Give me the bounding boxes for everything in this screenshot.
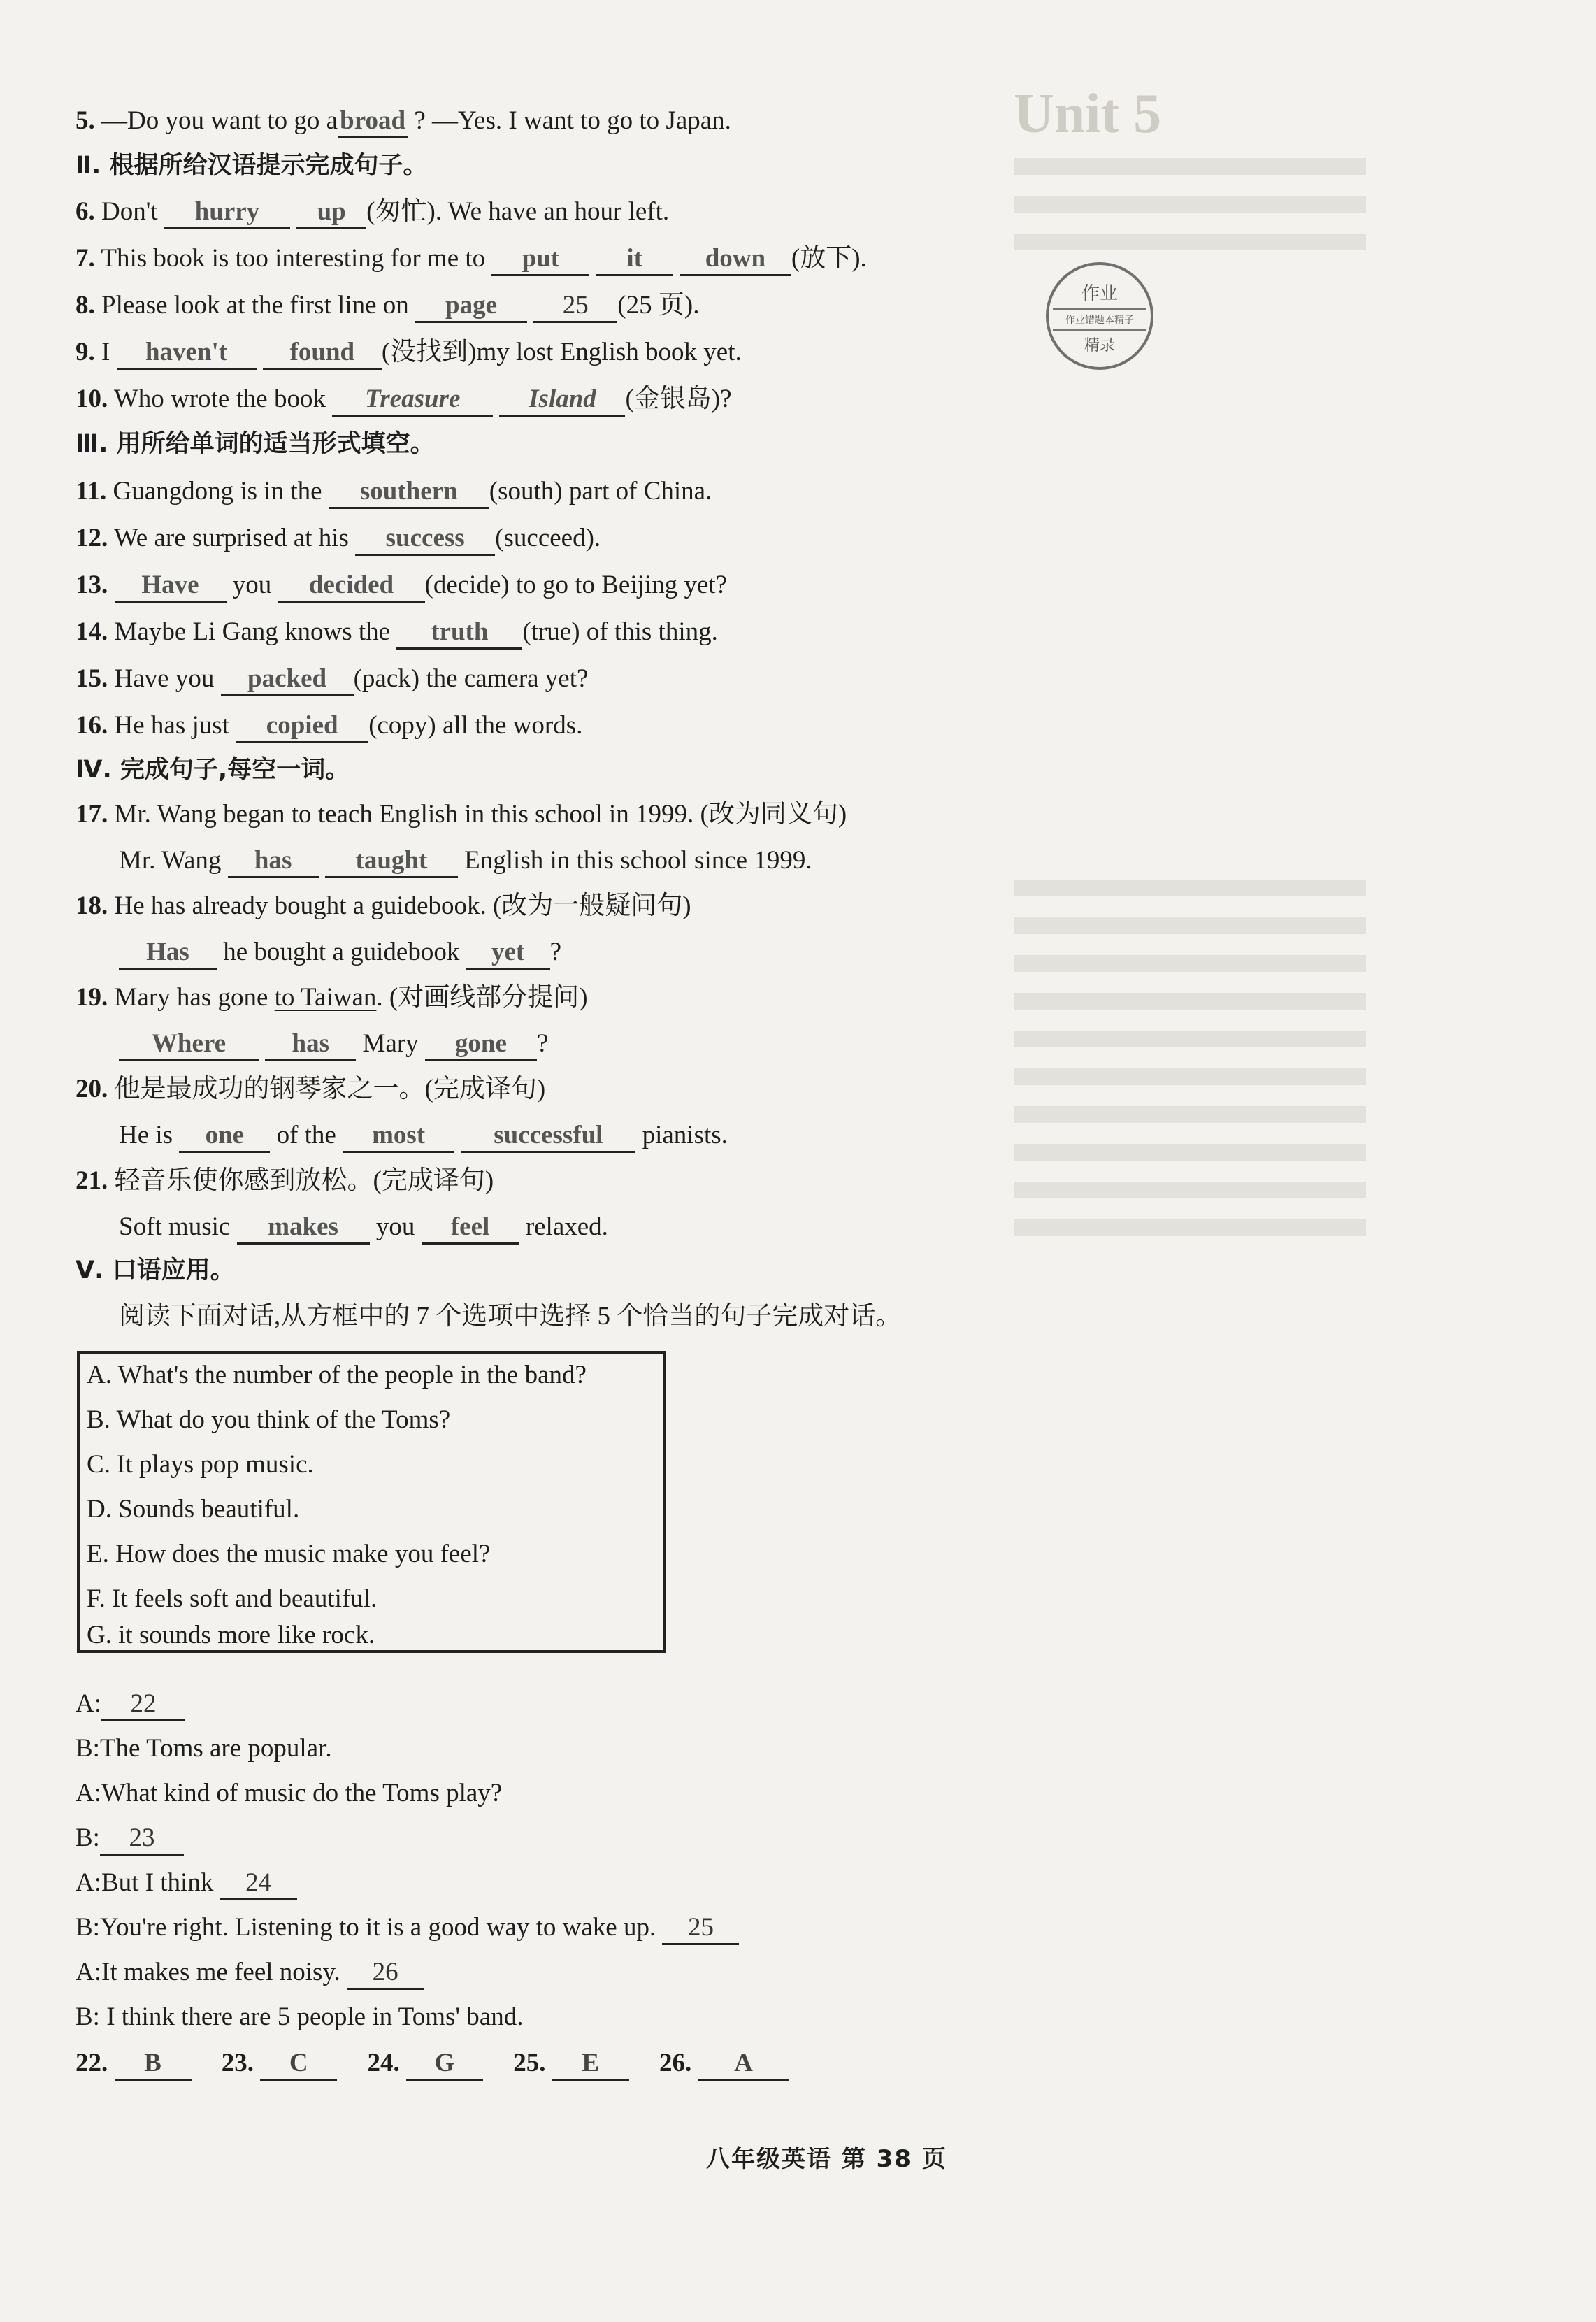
answer-blank[interactable]: up (296, 196, 366, 229)
answer-number: 26. (659, 2049, 692, 2077)
question-text: Please look at the first line on (101, 291, 409, 320)
answer-blank[interactable]: 26 (347, 1957, 424, 1990)
answer-number: 24. (367, 2049, 400, 2077)
answer-blank[interactable]: Island (499, 384, 625, 417)
dialog-text: B: (76, 1823, 100, 1852)
dialog-text: A:But I think (76, 1868, 214, 1897)
option-e: E. How does the music make you feel? (87, 1540, 491, 1568)
answer-key-row (76, 2046, 789, 2081)
answer-number: 25. (513, 2049, 546, 2077)
question-number: 16. (76, 711, 108, 740)
answer-blank[interactable]: Has (119, 937, 217, 970)
question-text: He has already bought a guidebook. (改为一般疑问句) (114, 891, 691, 920)
dialog-line-4 (76, 1821, 184, 1856)
dialog-line-1 (76, 1686, 185, 1721)
question-15 (76, 661, 588, 696)
dialog-line-6 (76, 1910, 739, 1945)
answer-blank[interactable]: copied (236, 710, 368, 743)
question-text: Maybe Li Gang knows the (114, 617, 391, 646)
question-14 (76, 615, 718, 650)
option-d: D. Sounds beautiful. (87, 1495, 300, 1524)
homework-stamp (1046, 262, 1153, 370)
bleed-through-decoration: Unit 5 (1014, 91, 1517, 2160)
answer-blank[interactable]: broad (338, 106, 408, 138)
answer-blank[interactable]: 25 (533, 290, 617, 323)
question-text: He has just (114, 711, 229, 740)
answer-blank[interactable]: E (552, 2048, 629, 2081)
stamp-top-text: 作业 (1081, 283, 1118, 304)
option-f: F. It feels soft and beautiful. (87, 1584, 378, 1613)
question-text: (succeed). (495, 524, 601, 552)
option-g: G. it sounds more like rock. (87, 1621, 375, 1649)
answer-blank[interactable]: Have (115, 570, 227, 603)
section-2-heading: Ⅱ. 根据所给汉语提示完成句子。 (76, 152, 428, 180)
question-text: (匆忙). We have an hour left. (366, 197, 670, 226)
question-text: English in this school since 1999. (464, 846, 812, 875)
question-text: (true) of this thing. (522, 617, 718, 646)
option-a: A. What's the number of the people in the band? (87, 1361, 587, 1389)
question-text: Mr. Wang began to teach English in this school in 1999. (改为同义句) (114, 800, 847, 829)
question-18-answer (119, 935, 561, 970)
question-text: he bought a guidebook (223, 938, 460, 966)
question-text: (copy) all the words. (368, 711, 583, 740)
question-text: ? (536, 1029, 549, 1058)
question-text: . (对画线部分提问) (376, 983, 588, 1012)
answer-blank[interactable]: C (260, 2048, 337, 2081)
question-text: Mr. Wang (119, 846, 222, 875)
question-text: (没找到)my lost English book yet. (381, 338, 742, 366)
answer-blank[interactable]: found (263, 337, 382, 370)
question-number: 12. (76, 524, 108, 552)
question-10 (76, 382, 732, 417)
question-number: 8. (76, 291, 95, 320)
question-number: 15. (76, 664, 108, 693)
question-number: 7. (76, 244, 95, 273)
option-b: B. What do you think of the Toms? (87, 1405, 451, 1434)
answer-blank[interactable]: 24 (220, 1868, 297, 1900)
question-text: pianists. (642, 1121, 728, 1149)
option-c: C. It plays pop music. (87, 1450, 314, 1479)
question-number: 20. (76, 1075, 108, 1103)
answer-blank[interactable]: Where (119, 1029, 259, 1061)
dialog-line-2: B:The Toms are popular. (76, 1734, 332, 1763)
answer-blank[interactable]: one (179, 1120, 270, 1153)
question-text: Who wrote the book (113, 385, 326, 413)
question-number: 5. (76, 106, 95, 135)
question-12 (76, 521, 601, 556)
section-5-instructions: 阅读下面对话,从方框中的 7 个选项中选择 5 个恰当的句子完成对话。 (119, 1302, 902, 1331)
question-text: relaxed. (525, 1212, 608, 1241)
dialog-line-7 (76, 1955, 424, 1990)
answer-blank[interactable]: 22 (101, 1689, 185, 1721)
question-20-answer (119, 1118, 728, 1153)
question-16 (76, 708, 582, 743)
answer-blank[interactable]: put (491, 243, 589, 276)
answer-blank[interactable]: has (265, 1029, 356, 1061)
answer-blank[interactable]: gone (425, 1029, 537, 1061)
question-text: Have you (114, 664, 215, 693)
question-19-answer (119, 1026, 548, 1061)
answer-blank[interactable]: success (355, 523, 495, 556)
answer-blank[interactable]: down (680, 243, 791, 276)
question-number: 13. (76, 571, 108, 599)
question-text: 轻音乐使你感到放松。(完成译句) (114, 1166, 494, 1195)
question-text: —Do you want to go a (101, 106, 338, 135)
question-text: (pack) the camera yet? (353, 664, 589, 693)
question-text: Don't (101, 197, 158, 226)
answer-blank[interactable]: yet (466, 937, 550, 970)
dialog-text: A:It makes me feel noisy. (76, 1958, 340, 1986)
question-number: 6. (76, 197, 95, 226)
answer-blank[interactable]: hurry (164, 196, 290, 229)
answer-blank[interactable]: Treasure (332, 384, 493, 417)
answer-blank[interactable]: packed (221, 664, 354, 696)
underlined-phrase: to Taiwan (274, 983, 377, 1012)
answer-blank[interactable]: feel (422, 1212, 519, 1245)
question-text: He is (119, 1121, 173, 1149)
section-3-heading: Ⅲ. 用所给单词的适当形式填空。 (76, 430, 435, 458)
answer-blank[interactable]: truth (396, 617, 522, 650)
answer-blank[interactable]: A (698, 2048, 789, 2081)
question-21-answer (119, 1210, 608, 1245)
question-19-prompt (76, 980, 588, 1015)
question-number: 14. (76, 617, 108, 646)
question-text: Guangdong is in the (113, 477, 322, 506)
question-text: (放下). (791, 244, 867, 273)
question-20-prompt (76, 1072, 545, 1107)
question-text: I (101, 338, 110, 366)
question-number: 21. (76, 1166, 108, 1195)
question-number: 18. (76, 891, 108, 920)
answer-blank[interactable]: decided (278, 570, 425, 603)
question-9 (76, 335, 742, 370)
question-text: of the (276, 1121, 336, 1149)
stamp-mid-text: 作业错题本精子 (1053, 308, 1146, 331)
section-5-heading: Ⅴ. 口语应用。 (76, 1256, 235, 1284)
question-text: (decide) to go to Beijing yet? (424, 571, 728, 599)
answer-blank[interactable]: haven't (117, 337, 257, 370)
answer-number: 22. (76, 2049, 108, 2077)
question-11 (76, 474, 712, 509)
answer-blank[interactable]: has (228, 845, 319, 878)
dialog-text: B:You're right. Listening to it is a good way to wake up. (76, 1913, 656, 1942)
question-number: 19. (76, 983, 108, 1012)
question-text: Soft music (119, 1212, 231, 1241)
question-text: This book is too interesting for me to (101, 244, 486, 273)
question-text: (金银岛)? (625, 385, 732, 413)
question-5 (76, 103, 731, 138)
question-6 (76, 194, 669, 229)
question-number: 17. (76, 800, 108, 829)
question-text: you (232, 571, 272, 599)
question-13 (76, 568, 727, 603)
answer-blank[interactable]: 23 (100, 1823, 184, 1856)
question-18-prompt (76, 889, 691, 924)
page-footer: 八年级英语 第 38 页 (706, 2145, 947, 2173)
question-17-answer (119, 843, 812, 878)
answer-blank[interactable]: page (415, 290, 527, 323)
question-17-prompt (76, 797, 847, 832)
answer-blank[interactable]: B (115, 2048, 192, 2081)
question-number: 10. (76, 385, 108, 413)
answer-blank[interactable]: southern (329, 476, 489, 509)
question-8 (76, 288, 699, 323)
stamp-bottom-text: 精录 (1084, 337, 1115, 354)
question-number: 9. (76, 338, 95, 366)
answer-blank[interactable]: G (406, 2048, 483, 2081)
answer-blank[interactable]: taught (325, 845, 458, 878)
answer-blank[interactable]: most (343, 1120, 454, 1153)
question-text: you (375, 1212, 415, 1241)
answer-blank[interactable]: 25 (662, 1912, 739, 1945)
question-number: 11. (76, 477, 107, 506)
question-21-prompt (76, 1163, 494, 1198)
question-7 (76, 241, 867, 276)
dialog-text: A: (76, 1689, 101, 1718)
question-text: Mary has gone (114, 983, 268, 1012)
question-text: ? (549, 938, 562, 966)
options-box (77, 1351, 666, 1653)
answer-blank[interactable]: successful (461, 1120, 635, 1153)
answer-number: 23. (221, 2049, 254, 2077)
answer-blank[interactable]: it (596, 243, 673, 276)
dialog-line-5 (76, 1865, 297, 1900)
question-text: We are surprised at his (113, 524, 349, 552)
answer-blank[interactable]: makes (237, 1212, 370, 1245)
question-text: 他是最成功的钢琴家之一。(完成译句) (114, 1075, 546, 1103)
question-text: ? —Yes. I want to go to Japan. (414, 106, 731, 135)
section-4-heading: Ⅳ. 完成句子,每空一词。 (76, 756, 350, 784)
dialog-line-8: B: I think there are 5 people in Toms' band. (76, 2002, 524, 2031)
dialog-line-3: A:What kind of music do the Toms play? (76, 1779, 503, 1807)
question-text: Mary (362, 1029, 419, 1058)
question-text: (25 页). (617, 291, 700, 320)
question-text: (south) part of China. (489, 477, 712, 506)
